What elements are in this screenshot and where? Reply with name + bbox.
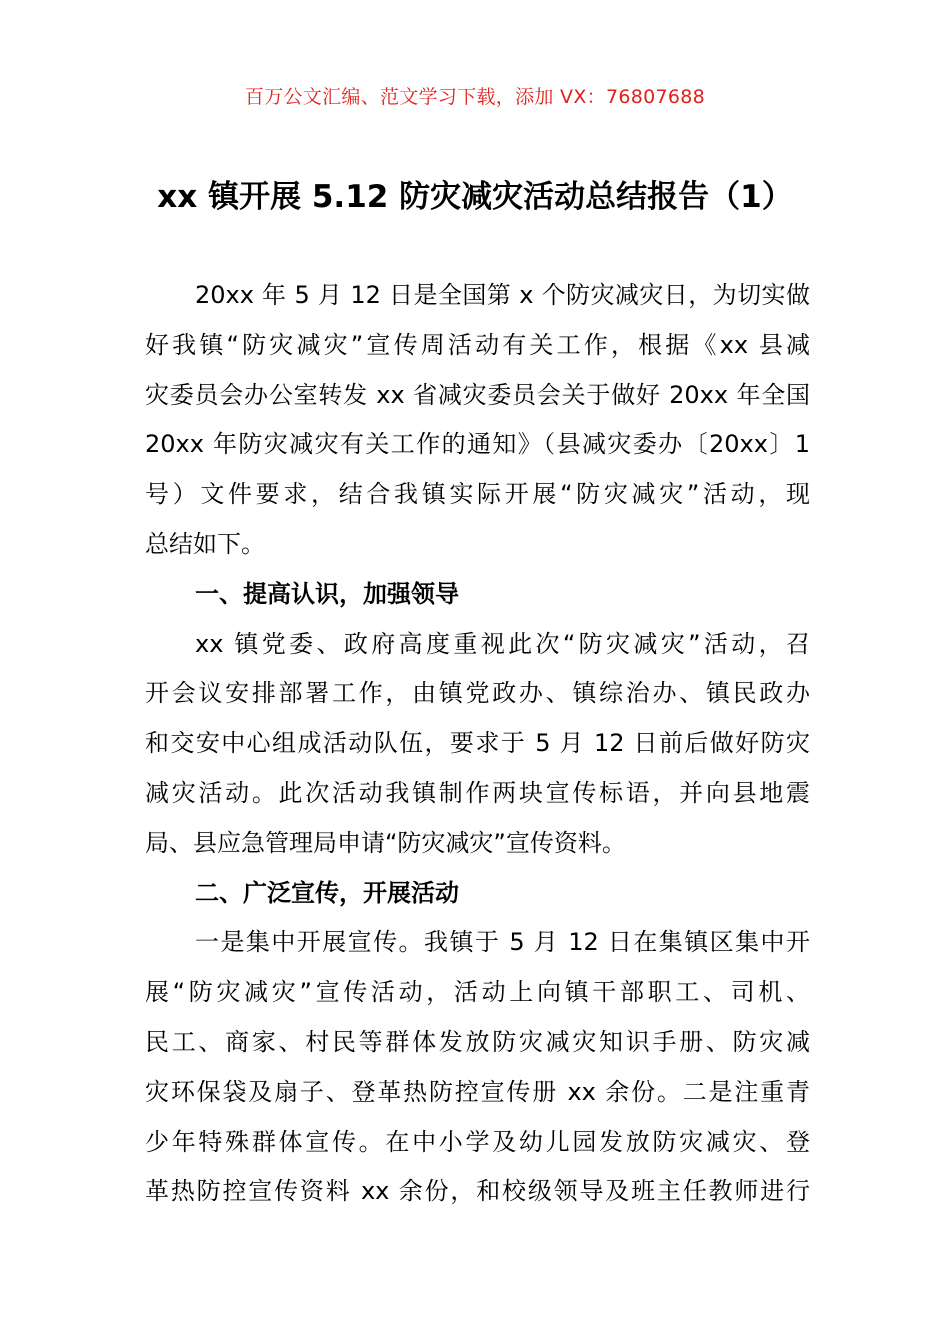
paragraph-line: 减灾活动。此次活动我镇制作两块宣传标语，并向县地震 bbox=[145, 778, 810, 807]
paragraph-line: 革热防控宣传资料 xx 余份，和校级领导及班主任教师进行 bbox=[145, 1177, 810, 1206]
paragraph-line: 好我镇“防灾减灾”宣传周活动有关工作，根据《xx 县减 bbox=[145, 330, 810, 359]
paragraph-line: 一是集中开展宣传。我镇于 5 月 12 日在集镇区集中开 bbox=[195, 928, 810, 957]
paragraph-line: 开会议安排部署工作，由镇党政办、镇综治办、镇民政办 bbox=[145, 679, 810, 708]
paragraph-line: 20xx 年 5 月 12 日是全国第 x 个防灾减灾日，为切实做 bbox=[195, 281, 810, 309]
paragraph-line: 号）文件要求，结合我镇实际开展“防灾减灾”活动，现 bbox=[145, 480, 810, 509]
paragraph-line: 少年特殊群体宣传。在中小学及幼儿园发放防灾减灾、登 bbox=[145, 1127, 810, 1156]
document-title: xx 镇开展 5.12 防灾减灾活动总结报告（1） bbox=[157, 179, 793, 215]
paragraph-line: 民工、商家、村民等群体发放防灾减灾知识手册、防灾减 bbox=[145, 1027, 810, 1056]
paragraph-line: xx 镇党委、政府高度重视此次“防灾减灾”活动，召 bbox=[195, 629, 810, 658]
section-heading-2: 二、广泛宣传，开展活动 bbox=[195, 878, 459, 907]
paragraph-line: 20xx 年防灾减灾有关工作的通知》（县减灾委办〔20xx〕1 bbox=[145, 430, 810, 459]
document-body bbox=[145, 271, 810, 1217]
paragraph-line: 和交安中心组成活动队伍，要求于 5 月 12 日前后做好防灾 bbox=[145, 729, 810, 758]
paragraph-line: 总结如下。 bbox=[145, 529, 265, 558]
paragraph-line: 展“防灾减灾”宣传活动，活动上向镇干部职工、司机、 bbox=[145, 978, 810, 1007]
paragraph-line: 灾委员会办公室转发 xx 省减灾委员会关于做好 20xx 年全国 bbox=[145, 380, 810, 409]
section-heading-1: 一、提高认识，加强领导 bbox=[195, 579, 459, 608]
paragraph-line: 局、县应急管理局申请“防灾减灾”宣传资料。 bbox=[145, 828, 626, 857]
paragraph-line: 灾环保袋及扇子、登革热防控宣传册 xx 余份。二是注重青 bbox=[145, 1077, 810, 1106]
header-note: 百万公文汇编、范文学习下载，添加 VX：76807688 bbox=[244, 86, 706, 108]
